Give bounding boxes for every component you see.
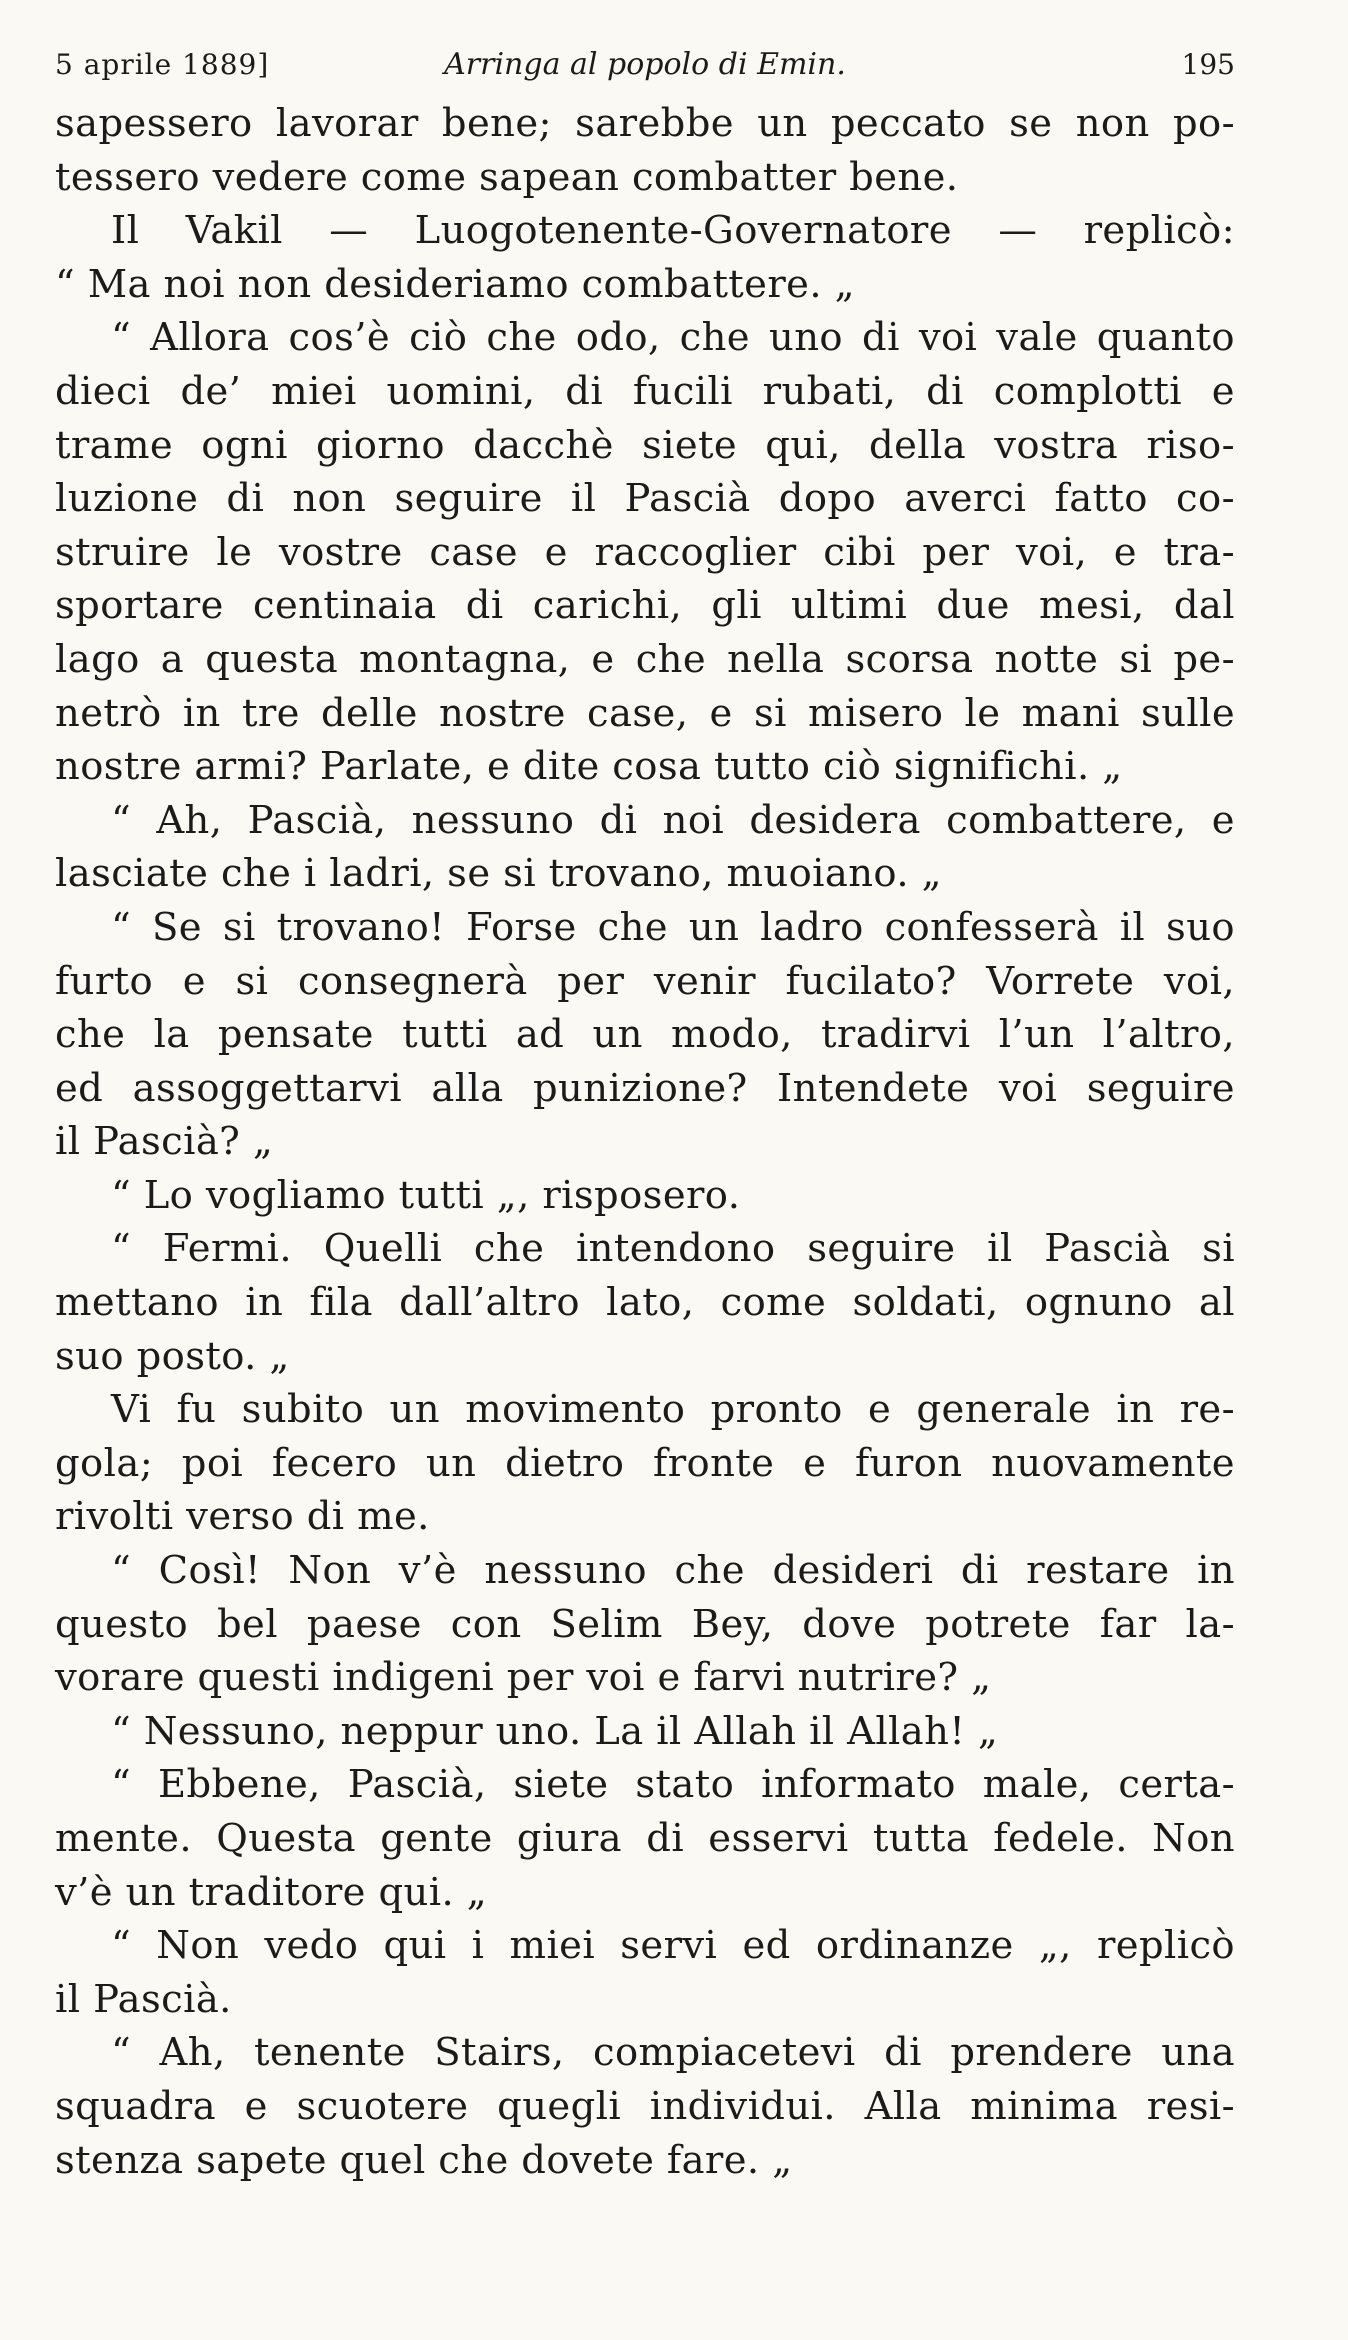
text-line: luzione di non seguire il Pascià dopo averci fatto co- (55, 476, 1235, 522)
text-line: ed assoggettarvi alla punizione? Intendete voi seguire (55, 1065, 1235, 1111)
text-line: mente. Questa gente giura di esservi tutta fedele. Non (55, 1816, 1235, 1861)
text-line: lasciate che i ladri, se si trovano, muoiano. „ (55, 851, 942, 897)
text-line: gola; poi fecero un dietro fronte e furon nuovamente (55, 1440, 1235, 1486)
text-line: dieci de’ miei uomini, di fucili rubati, di complotti e (55, 368, 1235, 414)
text-line: rivolti verso di me. (55, 1494, 430, 1540)
text-line: nostre armi? Parlate, e dite cosa tutto ciò significhi. „ (55, 744, 1123, 790)
text-line: “ Ah, tenente Stairs, compiacetevi di prendere una (111, 2030, 1235, 2076)
running-head (55, 35, 1235, 97)
text-line: stenza sapete quel che dovete fare. „ (55, 2137, 793, 2183)
text-line: questo bel paese con Selim Bey, dove potrete far la- (55, 1601, 1235, 1647)
text-line: squadra e scuotere quegli individui. Alla minima resi- (55, 2083, 1235, 2129)
page-number: 195 (1181, 48, 1235, 81)
text-line: Vi fu subito un movimento pronto e generale in re- (111, 1387, 1235, 1433)
text-line: “ Se si trovano! Forse che un ladro confesserà il suo (111, 904, 1235, 950)
text-line: suo posto. „ (55, 1333, 290, 1379)
text-line: struire le vostre case e raccoglier cibi per voi, e tra- (55, 529, 1235, 575)
text-line: v’è un traditore qui. „ (55, 1869, 488, 1915)
text-line: che la pensate tutti ad un modo, tradirvi l’un l’altro, (55, 1012, 1235, 1058)
text-line: mettano in fila dall’altro lato, come soldati, ognuno al (55, 1280, 1235, 1326)
text-line: “ Così! Non v’è nessuno che desideri di restare in (111, 1548, 1235, 1594)
text-line: sportare centinaia di carichi, gli ultimi due mesi, dal (55, 583, 1235, 629)
text-line: trame ogni giorno dacchè siete qui, della vostra riso- (55, 422, 1235, 468)
text-line: “ Nessuno, neppur uno. La il Allah il Allah! „ (111, 1708, 999, 1754)
text-line: “ Non vedo qui i miei servi ed ordinanze „, replicò (111, 1923, 1235, 1969)
text-line: sapessero lavorar bene; sarebbe un peccato se non po- (55, 101, 1235, 146)
text-line: “ Ma noi non desideriamo combattere. „ (55, 261, 855, 307)
text-line: “ Fermi. Quelli che intendono seguire il Pascià si (111, 1226, 1235, 1272)
text-line: tessero vedere come sapean combatter bene. (55, 154, 959, 200)
text-line: lago a questa montagna, e che nella scorsa notte si pe- (55, 636, 1235, 682)
text-line: “ Allora cos’è ciò che odo, che uno di voi vale quanto (111, 315, 1235, 361)
text-line: furto e si consegnerà per venir fucilato? Vorrete voi, (55, 958, 1235, 1004)
text-line: vorare questi indigeni per voi e farvi nutrire? „ (55, 1655, 992, 1701)
header-date: 5 aprile 1889] (55, 48, 270, 81)
text-line: Il Vakil — Luogotenente-Governatore — replicò: (111, 208, 1235, 254)
body-text (55, 97, 1235, 2187)
header-chapter-title: Arringa al popolo di Emin. (444, 47, 846, 82)
text-line: “ Ah, Pascià, nessuno di noi desidera combattere, e (111, 797, 1235, 843)
book-page (55, 35, 1235, 2187)
text-line: il Pascià? „ (55, 1119, 274, 1165)
text-line: il Pascià. (55, 1976, 232, 2022)
text-line: “ Ebbene, Pascià, siete stato informato male, certa- (111, 1762, 1235, 1808)
text-line: netrò in tre delle nostre case, e si misero le mani sulle (55, 690, 1235, 736)
text-line: “ Lo vogliamo tutti „, risposero. (111, 1172, 741, 1218)
